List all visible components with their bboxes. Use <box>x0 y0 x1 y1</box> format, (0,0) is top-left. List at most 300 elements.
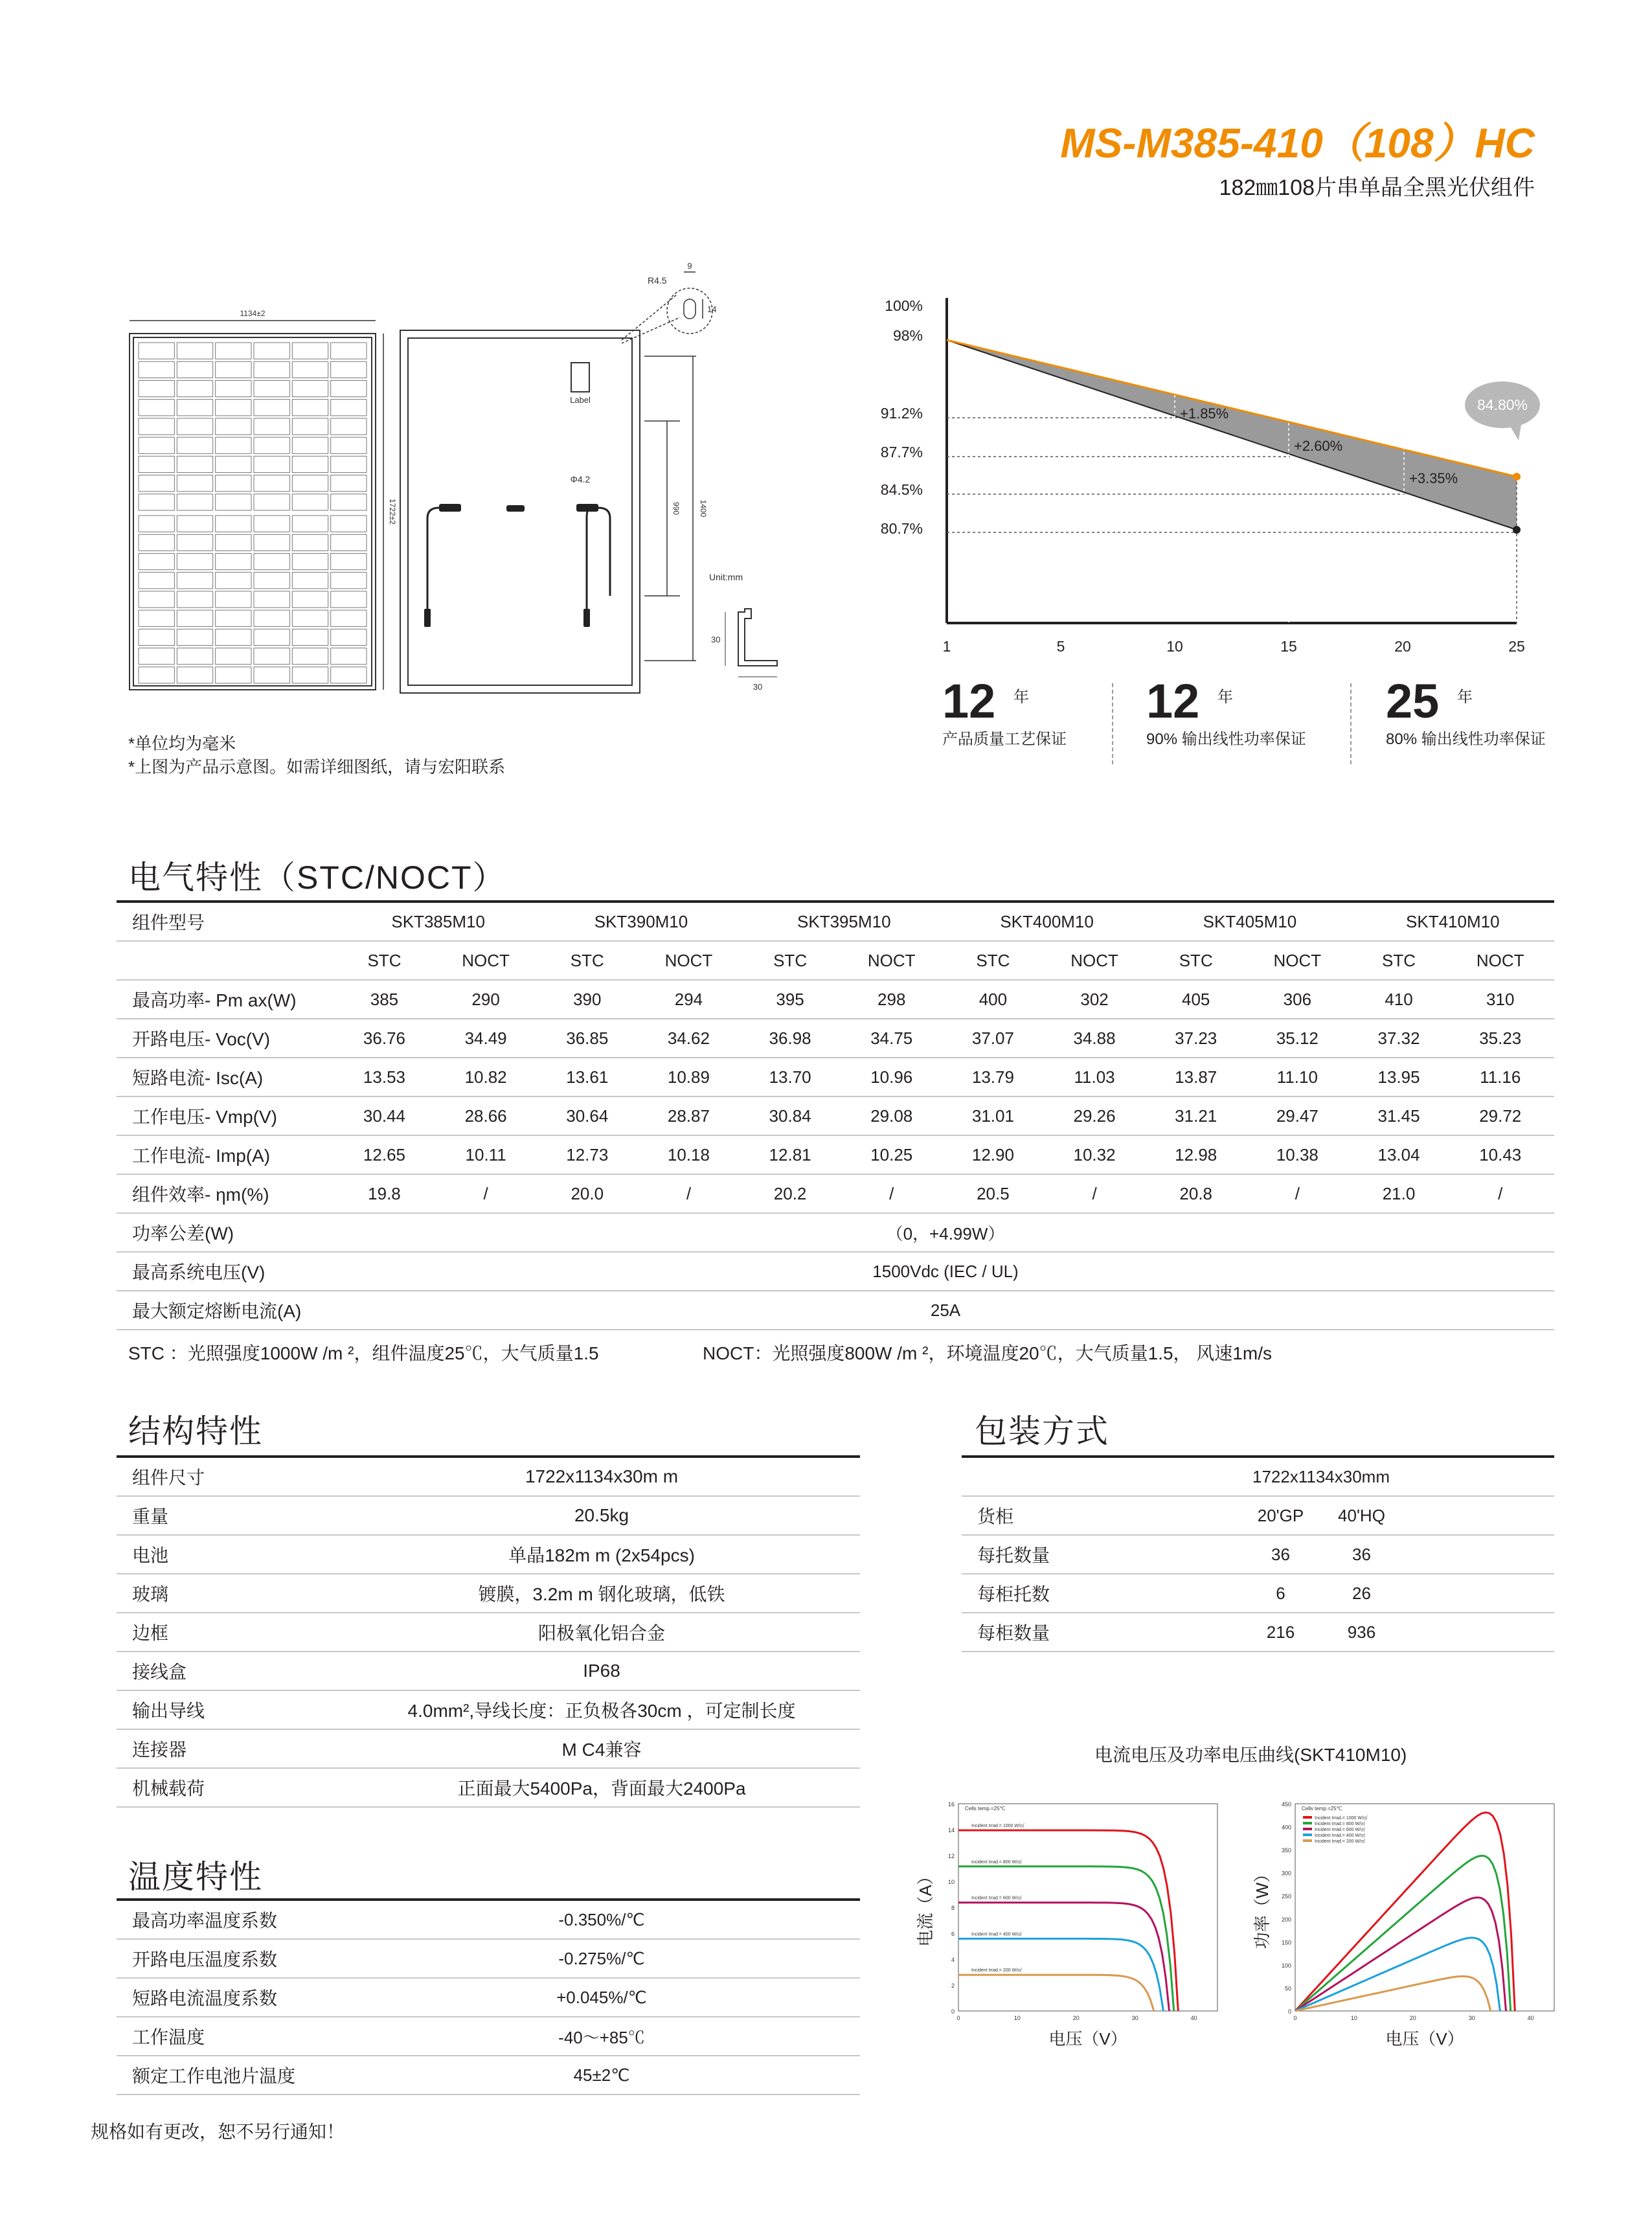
x-tick-1: 1 <box>942 638 951 655</box>
row-value: 镀膜，3.2m m 钢化玻璃，低铁 <box>343 1574 860 1613</box>
solar-cell <box>177 437 212 453</box>
table-row <box>117 1058 1554 1096</box>
curve-line <box>1295 1977 1491 2012</box>
row-value: 13.87 <box>1148 1058 1243 1096</box>
row-value: 37.07 <box>945 1019 1041 1058</box>
divider <box>1350 683 1352 764</box>
y-tick-845: 84.5% <box>880 481 923 498</box>
solar-cell <box>254 667 289 683</box>
warranty-text: 90% 输出线性功率保证 <box>1146 731 1306 748</box>
row-value: 36.98 <box>743 1019 838 1058</box>
slot-w: 9 <box>687 261 692 271</box>
profile-w: 30 <box>752 682 763 692</box>
row-label: 工作电压- Vmp(V) <box>117 1096 337 1135</box>
row-label: 每柜数量 <box>962 1613 1240 1652</box>
solar-cell <box>216 437 251 453</box>
badge-text: 84.80% <box>1477 396 1528 413</box>
table-row <box>117 1291 1554 1330</box>
solar-cell <box>331 629 367 645</box>
row-value: 400 <box>945 980 1041 1019</box>
divider <box>1112 683 1113 764</box>
solar-cell <box>177 494 212 510</box>
row-value: 10.96 <box>838 1058 945 1096</box>
row-value: 25A <box>337 1291 1554 1330</box>
module-drawing <box>123 259 803 706</box>
y-tick-label: 4 <box>951 1957 955 1963</box>
row-value: / <box>635 1174 742 1213</box>
solar-cell <box>292 553 328 569</box>
packing-table <box>962 1455 1554 1652</box>
y-tick-label: 8 <box>951 1905 955 1911</box>
row-label: 最高功率- Pm ax(W) <box>117 980 337 1019</box>
row-value: 12.90 <box>945 1135 1041 1174</box>
row-value: 31.45 <box>1352 1096 1447 1135</box>
y-tick-877: 87.7% <box>880 444 923 460</box>
row-label: 功率公差(W) <box>117 1213 337 1252</box>
y-tick-label: 400 <box>1281 1824 1291 1831</box>
warranty-years: 12 <box>1146 674 1200 728</box>
solar-cell <box>177 361 212 378</box>
row-value: 30.64 <box>539 1096 635 1135</box>
solar-cell <box>331 648 367 664</box>
row-value: 390 <box>539 980 635 1019</box>
curve-legend-label: Incident Irrad.= 200 W/㎡ <box>971 1968 1023 1973</box>
stc-header: STC <box>337 941 432 980</box>
curve-legend-label: Incident Irrad.= 200 W/㎡ <box>1315 1839 1366 1844</box>
row-label: 组件尺寸 <box>117 1457 343 1496</box>
y-tick-label: 50 <box>1284 1985 1291 1992</box>
solar-cell <box>139 573 174 589</box>
row-label: 货柜 <box>962 1496 1240 1535</box>
y-tick-label: 300 <box>1281 1870 1291 1877</box>
solar-cell <box>254 456 289 472</box>
row-value: 36.76 <box>337 1019 432 1058</box>
row-value: 12.98 <box>1148 1135 1243 1174</box>
model-name: SKT385M10 <box>337 902 539 941</box>
packing-rows <box>962 1496 1554 1652</box>
y-tick-label: 12 <box>947 1853 955 1859</box>
curve-legend-label: Incident Irrad.= 1000 W/㎡ <box>1315 1816 1368 1821</box>
row-value: 385 <box>337 980 432 1019</box>
solar-cell <box>216 456 251 472</box>
row-value: 35.12 <box>1243 1019 1351 1058</box>
x-tick-label: 30 <box>1468 2015 1475 2021</box>
plot-frame <box>958 1804 1217 2011</box>
empty-cell <box>962 1457 1240 1496</box>
row-value: / <box>1447 1174 1555 1213</box>
row-value: 410 <box>1352 980 1447 1019</box>
dim-1400: 1400 <box>699 499 708 517</box>
y-tick-label: 10 <box>947 1879 955 1885</box>
x-tick-label: 0 <box>1293 2015 1297 2021</box>
table-row <box>962 1574 1554 1613</box>
row-label: 工作温度 <box>117 2017 343 2056</box>
noct-header: NOCT <box>1041 941 1148 980</box>
warranty-unit: 年 <box>1457 688 1473 706</box>
row-value: 40'HQ <box>1321 1496 1402 1535</box>
row-value: 20.5 <box>945 1174 1041 1213</box>
row-value: 31.21 <box>1148 1096 1243 1135</box>
solar-cell <box>254 573 289 589</box>
solar-cell <box>216 380 251 396</box>
x-tick-20: 20 <box>1394 638 1411 655</box>
slot-detail <box>622 272 712 343</box>
solar-cell <box>292 667 328 683</box>
end-guarantee <box>1513 526 1521 534</box>
structure-heading: 结构特性 <box>128 1413 263 1449</box>
x-tick-5: 5 <box>1056 638 1065 655</box>
stc-note: STC ：光照强度1000W /m ²，组件温度25℃，大气质量1.5 <box>128 1343 599 1363</box>
solar-cell <box>331 361 367 378</box>
y-tick-label: 150 <box>1281 1939 1291 1946</box>
packing-size-row <box>962 1457 1554 1496</box>
model-name: SKT395M10 <box>743 902 945 941</box>
table-row <box>117 1768 860 1807</box>
solar-cell <box>216 475 251 492</box>
profile-h: 30 <box>711 635 721 644</box>
row-value: 216 <box>1240 1613 1321 1652</box>
row-value: -0.275%/℃ <box>343 1939 860 1978</box>
structure-table <box>117 1455 860 1808</box>
y-tick-98: 98% <box>892 327 923 344</box>
row-value: 294 <box>635 980 742 1019</box>
solar-cell <box>139 380 174 396</box>
row-label: 重量 <box>117 1496 343 1535</box>
row-value: 29.26 <box>1041 1096 1148 1135</box>
row-value: 34.49 <box>432 1019 539 1058</box>
row-label: 最高功率温度系数 <box>117 1900 343 1939</box>
row-value: / <box>838 1174 945 1213</box>
table-row <box>117 1174 1554 1213</box>
solar-cell <box>254 418 289 435</box>
temperature-table <box>117 1898 860 2095</box>
y-tick-label: 250 <box>1281 1893 1291 1900</box>
solar-cell <box>216 553 251 569</box>
warranty-block-1 <box>942 674 1111 751</box>
packing-size: 1722x1134x30mm <box>1240 1457 1402 1496</box>
table-row <box>117 1939 860 1978</box>
solar-cell <box>177 610 212 626</box>
solar-cell <box>331 418 367 435</box>
table-row <box>117 1252 1554 1291</box>
x-tick-label: 20 <box>1409 2015 1416 2021</box>
row-value: 10.82 <box>432 1058 539 1096</box>
row-value: 30.44 <box>337 1096 432 1135</box>
row-value: 302 <box>1041 980 1148 1019</box>
row-value: 11.03 <box>1041 1058 1148 1096</box>
warranty-text: 产品质量工艺保证 <box>942 731 1067 748</box>
solar-cell <box>254 475 289 492</box>
solar-cell <box>139 610 174 626</box>
footer-note: 规格如有更改，恕不另行通知！ <box>91 2122 345 2142</box>
row-value: 10.18 <box>635 1135 742 1174</box>
solar-cell <box>292 456 328 472</box>
label-text: Label <box>570 395 591 405</box>
solar-cell <box>177 534 212 551</box>
gain-3: +3.35% <box>1409 470 1458 486</box>
table-row <box>962 1535 1554 1574</box>
row-value: 10.43 <box>1447 1135 1555 1174</box>
solar-cell <box>331 456 367 472</box>
r-label: R4.5 <box>648 275 667 286</box>
row-value: 6 <box>1240 1574 1321 1613</box>
row-label: 组件效率- ηm(%) <box>117 1174 337 1213</box>
stc-header: STC <box>945 941 1041 980</box>
temperature-heading: 温度特性 <box>128 1859 263 1895</box>
empty-cell <box>1402 1457 1554 1496</box>
solar-cell <box>216 494 251 510</box>
cells-temp-label: Cells temp.=25℃ <box>1302 1806 1342 1811</box>
x-tick-10: 10 <box>1166 638 1183 655</box>
row-value: 13.04 <box>1352 1135 1447 1174</box>
solar-cell <box>139 437 174 453</box>
table-row <box>117 1613 860 1652</box>
row-value: -0.350%/℃ <box>343 1900 860 1939</box>
solar-cell <box>292 629 328 645</box>
solar-cell <box>292 418 328 435</box>
solar-cell <box>139 494 174 510</box>
row-value: IP68 <box>343 1652 860 1690</box>
height-dim: 1722±2 <box>388 499 397 525</box>
row-value: 20.2 <box>743 1174 838 1213</box>
row-label: 最大额定熔断电流(A) <box>117 1291 337 1330</box>
row-value: 37.23 <box>1148 1019 1243 1058</box>
row-value: 20.5kg <box>343 1496 860 1535</box>
solar-cell <box>216 534 251 551</box>
x-tick-label: 10 <box>1350 2015 1357 2021</box>
y-tick-100: 100% <box>885 297 923 314</box>
x-axis-label: 电压（V） <box>1048 2029 1127 2049</box>
solar-cell <box>292 591 328 608</box>
solar-cell <box>331 534 367 551</box>
solar-cell <box>254 610 289 626</box>
curve-line <box>1295 1898 1506 2011</box>
cell-grid <box>139 343 367 683</box>
row-value: 10.32 <box>1041 1135 1148 1174</box>
y-tick-label: 450 <box>1281 1801 1291 1808</box>
slot-h: 14 <box>707 304 717 314</box>
curve-legend-label: Incident Irrad.= 1000 W/㎡ <box>971 1824 1024 1828</box>
solar-cell <box>331 591 367 608</box>
warranty-unit: 年 <box>1217 688 1233 706</box>
row-value: 28.87 <box>635 1096 742 1135</box>
solar-cell <box>254 437 289 453</box>
table-row <box>117 1019 1554 1058</box>
row-value: / <box>1041 1174 1148 1213</box>
solar-cell <box>331 343 367 359</box>
row-label: 额定工作电池片温度 <box>117 2056 343 2095</box>
row-value: 37.32 <box>1352 1019 1447 1058</box>
curve-line <box>1295 1938 1500 2011</box>
solar-cell <box>292 648 328 664</box>
solar-cell <box>254 629 289 645</box>
row-value: 1722x1134x30m m <box>343 1457 860 1496</box>
row-value: 26 <box>1321 1574 1402 1613</box>
solar-cell <box>254 534 289 551</box>
y-tick-label: 14 <box>947 1827 955 1834</box>
stc-header: STC <box>539 941 635 980</box>
note-unit: *单位均为毫米 <box>128 734 236 753</box>
solar-cell <box>254 553 289 569</box>
y-tick-label: 6 <box>951 1931 955 1937</box>
table-row <box>117 1574 860 1613</box>
solar-cell <box>292 343 328 359</box>
stc-header: STC <box>1352 941 1447 980</box>
solar-cell <box>177 380 212 396</box>
guaranteed-line <box>947 340 1517 530</box>
row-value: （0，+4.99W） <box>337 1213 1554 1252</box>
row-value: +0.045%/℃ <box>343 1978 860 2017</box>
row-value: 13.79 <box>945 1058 1041 1096</box>
junction-boxes <box>439 504 598 512</box>
y-tick-label: 200 <box>1281 1916 1291 1923</box>
cells-temp-label: Cells temp.=25℃ <box>965 1806 1006 1811</box>
solar-cell <box>216 361 251 378</box>
solar-cell <box>331 400 367 416</box>
table-row <box>117 2056 860 2095</box>
note-drawing: *上图为产品示意图。如需详细图纸，请与宏阳联系 <box>128 757 506 777</box>
row-label: 接线盒 <box>117 1652 343 1690</box>
solar-cell <box>331 667 367 683</box>
curve-line <box>958 1903 1170 2011</box>
model-row <box>117 902 1554 941</box>
table-row <box>117 1096 1554 1135</box>
row-value: 13.61 <box>539 1058 635 1096</box>
table-row <box>117 1135 1554 1174</box>
row-value: / <box>432 1174 539 1213</box>
gain-2: +2.60% <box>1294 438 1343 454</box>
solar-cell <box>139 667 174 683</box>
solar-cell <box>292 573 328 589</box>
row-value: 29.47 <box>1243 1096 1351 1135</box>
solar-cell <box>177 418 212 435</box>
x-tick-25: 25 <box>1508 638 1525 655</box>
noct-header: NOCT <box>1243 941 1351 980</box>
warranty-years: 12 <box>942 674 996 728</box>
electrical-table <box>117 900 1554 1330</box>
row-value: 20.8 <box>1148 1174 1243 1213</box>
solar-cell <box>292 534 328 551</box>
row-value: 36 <box>1240 1535 1321 1574</box>
row-value: 13.95 <box>1352 1058 1447 1096</box>
row-value: 10.38 <box>1243 1135 1351 1174</box>
solar-cell <box>177 516 212 532</box>
row-value: 21.0 <box>1352 1174 1447 1213</box>
solar-cell <box>177 629 212 645</box>
solar-cell <box>216 573 251 589</box>
row-value: 20.0 <box>539 1174 635 1213</box>
empty-cell <box>1402 1496 1554 1535</box>
empty-cell <box>117 941 337 980</box>
row-label: 电池 <box>117 1535 343 1574</box>
row-value: 12.81 <box>743 1135 838 1174</box>
row-value: 395 <box>743 980 838 1019</box>
row-label: 每柜托数 <box>962 1574 1240 1613</box>
condition-row <box>117 941 1554 980</box>
product-title: MS-M385-410（108）HC <box>1060 120 1535 166</box>
legend-swatch <box>1303 1828 1312 1830</box>
product-subtitle: 182㎜108片串单晶全黑光伏组件 <box>1219 176 1535 200</box>
solar-cell <box>139 553 174 569</box>
solar-cell <box>139 456 174 472</box>
iv-chart-title: 电流电压及功率电压曲线(SKT410M10) <box>1094 1745 1407 1765</box>
gain-1: +1.85% <box>1180 405 1229 422</box>
y-axis-label: 电流（A） <box>916 1868 935 1947</box>
solar-cell <box>331 573 367 589</box>
row-label: 短路电流- Isc(A) <box>117 1058 337 1096</box>
row-label: 边框 <box>117 1613 343 1652</box>
curve-line <box>958 1830 1178 2011</box>
row-value: 36 <box>1321 1535 1402 1574</box>
noct-header: NOCT <box>838 941 945 980</box>
solar-cell <box>254 591 289 608</box>
row-label: 开路电压温度系数 <box>117 1939 343 1978</box>
row-value: 10.25 <box>838 1135 945 1174</box>
solar-cell <box>216 610 251 626</box>
legend-swatch <box>1303 1822 1312 1824</box>
solar-cell <box>254 361 289 378</box>
warranty-block-3 <box>1386 674 1593 751</box>
y-tick-label: 100 <box>1281 1962 1291 1969</box>
model-name: SKT405M10 <box>1148 902 1351 941</box>
frame-profile <box>738 609 777 666</box>
row-value: 936 <box>1321 1613 1402 1652</box>
row-value: 310 <box>1447 980 1555 1019</box>
solar-cell <box>139 475 174 492</box>
solar-cell <box>292 380 328 396</box>
unit-label: Unit:mm <box>709 572 743 582</box>
legend-swatch <box>1303 1816 1312 1819</box>
temperature-rows <box>117 1900 860 2095</box>
row-label: 开路电压- Voc(V) <box>117 1019 337 1058</box>
row-value: 12.65 <box>337 1135 432 1174</box>
table-row <box>962 1613 1554 1652</box>
row-label: 机械载荷 <box>117 1768 343 1807</box>
row-value: 36.85 <box>539 1019 635 1058</box>
solar-cell <box>139 418 174 435</box>
row-value: 12.73 <box>539 1135 635 1174</box>
table-row <box>117 1690 860 1729</box>
packing-heading: 包装方式 <box>975 1413 1109 1449</box>
row-value: -40～+85℃ <box>343 2017 860 2056</box>
row-value: 35.23 <box>1447 1019 1555 1058</box>
table-row <box>117 1900 860 1939</box>
connectors <box>424 609 590 627</box>
model-label: 组件型号 <box>117 902 337 941</box>
x-tick-label: 20 <box>1072 2015 1080 2021</box>
electrical-rows <box>117 980 1554 1213</box>
x-tick-label: 30 <box>1131 2015 1138 2021</box>
solar-cell <box>254 343 289 359</box>
solar-cell <box>177 553 212 569</box>
solar-cell <box>216 629 251 645</box>
table-row <box>117 1457 860 1496</box>
noct-header: NOCT <box>1447 941 1555 980</box>
curve-legend-label: Incident Irrad.= 600 W/㎡ <box>1315 1828 1366 1832</box>
row-value: 34.62 <box>635 1019 742 1058</box>
x-tick-label: 10 <box>1013 2015 1021 2021</box>
row-value: 11.16 <box>1447 1058 1555 1096</box>
warranty-unit: 年 <box>1013 688 1029 706</box>
structure-rows <box>117 1457 860 1807</box>
curve-legend-label: Incident Irrad.= 800 W/㎡ <box>1315 1822 1366 1826</box>
stc-header: STC <box>743 941 838 980</box>
warranty-chart <box>868 291 1554 661</box>
solar-cell <box>331 610 367 626</box>
row-value: 10.11 <box>432 1135 539 1174</box>
solar-cell <box>177 456 212 472</box>
row-value: 阳极氧化铝合金 <box>343 1613 860 1652</box>
